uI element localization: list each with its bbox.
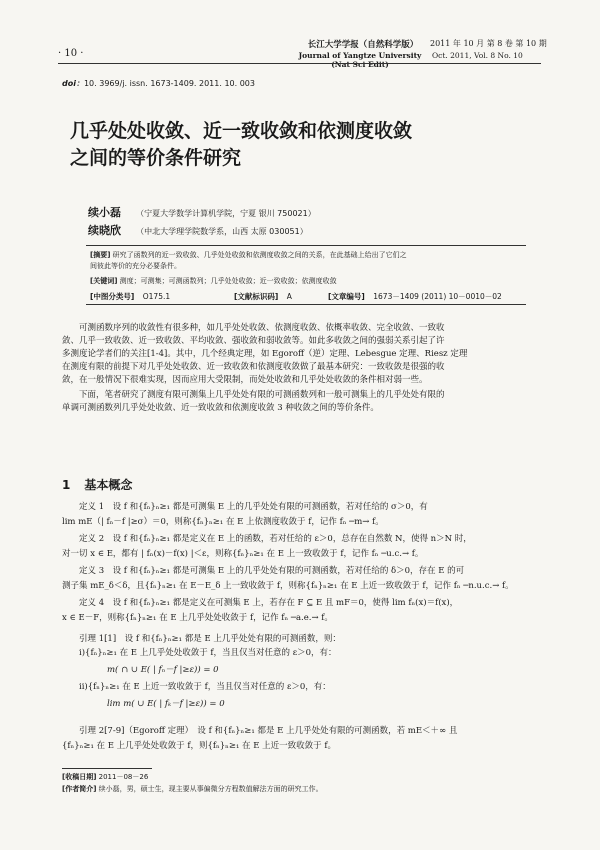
lemma-1-formula-1: m( ∩ ∪ E( | fₙ－f |≥ε)) = 0 [107,665,219,675]
author-1 [88,201,316,220]
lemma-2-head: 引理 2[7-9]（Egoroff 定理） 设 f 和{fₙ}ₙ≥₁ 都是 E 上几乎处处有限的可测函数，若 mE＜＋∞ 且 [79,726,458,736]
paper-title [70,118,540,172]
definition-4-cont: x ∈ E－F，则称{fₙ}ₙ≥₁ 在 E 上几乎处处收敛于 f，记作 fₙ ─a.e.→ f。 [62,613,333,623]
author-2 [88,219,308,238]
lemma-2 [62,724,457,754]
abstract-line-2: 间彼此等价的充分必要条件。 [90,262,181,270]
definition-2-cont: 对一切 x ∈ E，都有 | fₙ(x)－f(x) |＜ε，则称{fₙ}ₙ≥₁ 在 E 上一致收敛于 f，记作 fₙ ─u.c.→ f。 [62,549,424,559]
document-code: [文献标识码] A [234,292,292,301]
intro-line: 单调可测函数列几乎处处收敛、近一致收敛和依测度收敛 3 种收敛之间的等价条件。 [62,403,379,413]
intro-line: 敛、几乎一致收敛、近一致收敛、平均收敛、强收敛和弱收敛等。如此多收敛之间的强弱关系引起了许 [62,336,445,346]
lemma-2-cont: {fₙ}ₙ≥₁ 在 E 上几乎处处收敛于 f，则{fₙ}ₙ≥₁ 在 E 上近一致收敛于 f。 [62,741,337,751]
issue-en: Oct. 2011, Vol. 8 No. 10 [432,51,523,60]
intro-line: 敛，在一般情况下很难实现，因而应用大受限制，而处处收敛和几乎处处收敛的条件相对弱一些。 [62,375,428,385]
definition-3-cont: 测子集 mE_δ＜δ，且{fₙ}ₙ≥₁ 在 E－E_δ 上一致收敛于 f，则称{fₙ}ₙ≥₁ 在 E 上近一致收敛于 f，记作 fₙ ─n.u.c.→ f。 [62,581,514,591]
title-line-2: 之间的等价条件研究 [70,147,242,169]
definition-3: 定义 3 设 f 和{fₙ}ₙ≥₁ 都是可测集 E 上的几乎处处有限的可测函数，若对任给的 δ＞0，存在 E 的可 [79,566,465,576]
lemma-1 [79,632,341,714]
intro-line: 下面，笔者研究了测度有限可测集上几乎处处有限的可测函数列和一般可测集上的几乎处处有限的 [79,390,445,400]
footnote-rule [62,768,152,769]
section-title: 基本概念 [84,478,133,492]
issue-cn: 2011 年 10 月 第 8 卷 第 10 期 [430,39,547,48]
intro-line: 在测度有限的前提下对几乎处处收敛、近一致收敛和依测度收敛做了最基本研究：一致收敛是很强的收 [62,362,445,372]
lemma-1-formula-2: lim m( ∪ E( | fₖ－f |≥ε)) = 0 [107,699,225,709]
author-2-name: 续晓欣 [88,224,121,237]
journal-name-en: Journal of Yangtze University (Nat Sci Edit) [298,51,422,69]
keywords: 测度；可测集；可测函数列；几乎处处收敛；近一致收敛；依测度收敛 [119,277,337,285]
author-2-affiliation: （中北大学理学院数学系，山西 太原 030051） [136,227,308,236]
author-1-affiliation: （宁夏大学数学计算机学院，宁夏 银川 750021） [136,209,316,218]
received-date: [收稿日期] 2011－08－26 [62,773,149,781]
doi-label: doi： [62,79,84,88]
definition-1-cont: lim mE（| fₙ－f |≥σ）＝0，则称{fₙ}ₙ≥₁ 在 E 上依测度收敛于 f，记作 fₙ ─m→ f。 [62,517,384,527]
intro-paragraph [62,322,467,415]
abstract-line-1: [摘要] 研究了函数列的近一致收敛、几乎处处收敛和依测度收敛之间的关系，在此基础上给出了它们之 [90,251,407,259]
lemma-1-head: 引理 1[1] 设 f 和{fₙ}ₙ≥₁ 都是 E 上几乎处处有限的可测函数，则： [79,634,341,644]
section-number: 1 [62,478,71,492]
clc-number: [中图分类号] O175.1 [90,292,171,301]
lemma-1-part-i: i){fₙ}ₙ≥₁ 在 E 上几乎处处收敛于 f，当且仅当对任意的 ε＞0，有： [79,648,337,658]
article-number: [文章编号] 1673－1409 (2011) 10－0010－02 [328,292,502,301]
page-number: · 10 · [58,48,84,59]
definition-1: 定义 1 设 f 和{fₙ}ₙ≥₁ 都是可测集 E 上的几乎处处有限的可测函数，若对任给的 σ＞0，有 [79,502,428,512]
author-bio: [作者简介] 续小磊，男，硕士生，现主要从事偏微分方程数值解法方面的研究工作。 [62,785,323,793]
definition-4: 定义 4 设 f 和{fₙ}ₙ≥₁ 都是定义在可测集 E 上，若存在 F ⊆ E 且 mF＝0，使得 lim fₙ(x)＝f(x)， [79,598,459,608]
intro-line: 多测度论学者们的关注[1-4]。其中，几个经典定理，如 Egoroff（逆）定理、Lebesgue 定理、Riesz 定理 [62,349,468,359]
keywords-line [90,276,337,286]
header-rule [58,63,541,64]
journal-name-cn: 长江大学学报（自然科学版） [307,40,419,50]
keywords-label: [关键词] [90,277,118,285]
intro-line: 可测函数序列的收敛性有很多种，如几乎处处收敛、依测度收敛、依概率收敛、完全收敛、一致收 [79,323,445,333]
section-heading [62,476,132,493]
lemma-1-part-ii: ii){fₙ}ₙ≥₁ 在 E 上近一致收敛于 f，当且仅当对任意的 ε＞0，有： [79,682,331,692]
doi-value: 10. 3969/j. issn. 1673-1409. 2011. 10. 003 [83,79,255,88]
abstract-box [86,245,526,305]
abstract-label: [摘要] [90,251,111,259]
author-1-name: 续小磊 [88,206,121,219]
doi-line [62,78,255,89]
definitions [62,500,514,626]
title-line-1: 几乎处处收敛、近一致收敛和依测度收敛 [70,120,413,142]
definition-2: 定义 2 设 f 和{fₙ}ₙ≥₁ 都是定义在 E 上的函数，若对任给的 ε＞0，总存在自然数 N，使得 n＞N 时， [79,534,472,544]
